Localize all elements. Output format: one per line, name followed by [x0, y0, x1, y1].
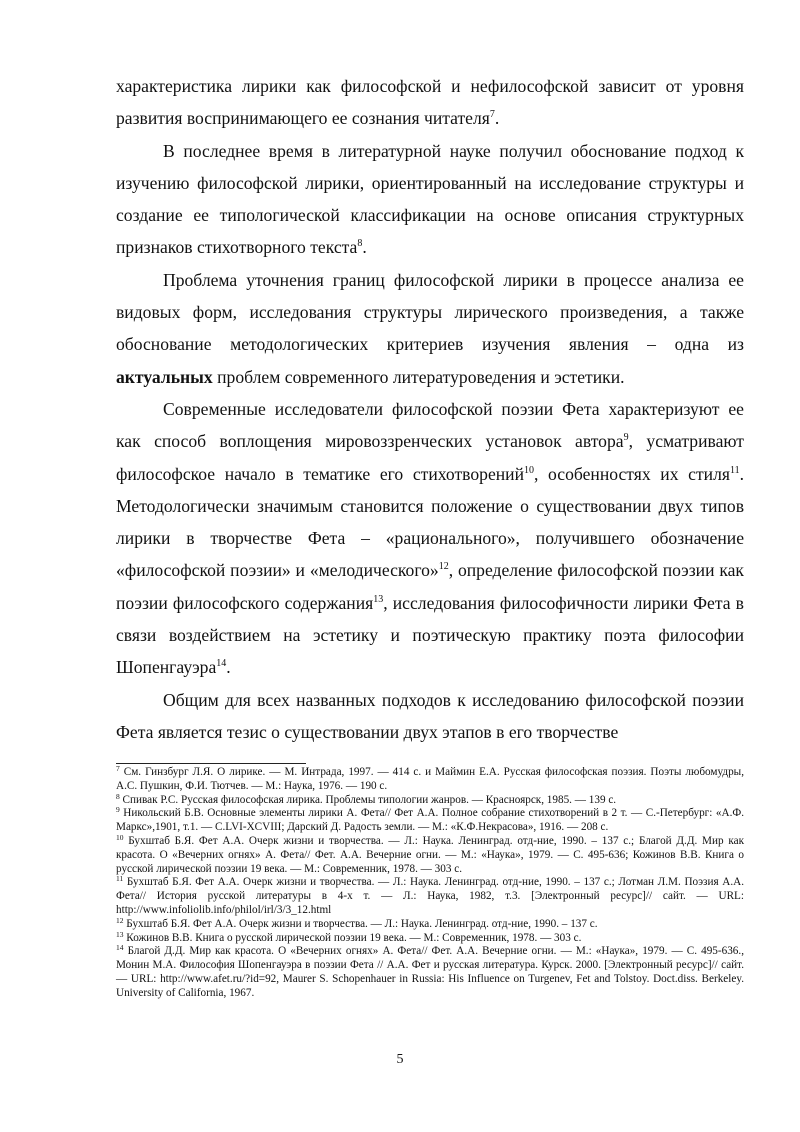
paragraph-3	[116, 264, 744, 393]
paragraph-5	[116, 684, 744, 749]
footnote-text: Бухштаб Б.Я. Фет А.А. Очерк жизни и творчества. — Л.: Наука. Ленинград. отд-ние, 1990. – 137 с.	[126, 917, 598, 930]
text-run: Проблема уточнения границ философской лирики в процессе анализа ее видовых форм, исследования структуры лирического произведения, а также обоснование методологических критериев изучения явления – одна из	[116, 269, 744, 355]
footnote-marker: 11	[116, 874, 124, 884]
footnote-10	[116, 832, 745, 876]
footnote-9	[116, 807, 744, 835]
footnote-reference: 13	[373, 593, 384, 605]
page-number: 5	[396, 1052, 404, 1067]
text-run: .	[226, 657, 231, 678]
footnote-reference: 9	[623, 432, 629, 444]
text-run: .	[362, 237, 367, 258]
footnote-text: Спивак Р.С. Русская философская лирика. Проблемы типологии жанров. — Красноярск, 1985. — 139 с.	[122, 793, 617, 806]
footnote-marker: 14	[116, 943, 124, 953]
text-run: , особенностях их стиля	[534, 463, 730, 484]
footnote-marker: 7	[116, 764, 120, 773]
footnote-reference: 8	[357, 238, 363, 250]
footnote-reference: 12	[438, 561, 449, 573]
footnote-marker: 9	[116, 805, 120, 815]
footnote-marker: 12	[116, 915, 124, 925]
text-run: , исследования философичности лирики Фета в связи воздействием на эстетику и поэтическую практику поэта философии Шопенгауэра	[116, 592, 744, 678]
footnote-12	[116, 915, 744, 932]
emphasized-term: актуальных	[116, 366, 213, 387]
footnote-13	[116, 929, 744, 946]
paragraph-1	[116, 70, 744, 135]
text-run: , определение философской поэзии как поэзии философского содержания	[116, 560, 744, 613]
footnotes	[116, 766, 744, 1001]
footnote-reference: 11	[729, 464, 740, 476]
paragraph-2	[116, 135, 744, 264]
footnote-reference: 10	[524, 464, 534, 476]
footnote-marker: 13	[116, 929, 124, 939]
text-run: В последнее время в литературной науке получил обоснование подход к изучению философской лирики, ориентированный на исследование структуры и создание ее типологической классификации на основе описания структурных признаков стихотворного текста	[116, 140, 744, 258]
body-text	[116, 70, 744, 748]
footnote-11	[116, 876, 744, 917]
footnote-text: Кожинов В.В. Книга о русской лирической поэзии 19 века. — М.: Современник, 1978. — 303 с.	[126, 931, 582, 944]
footnote-7	[116, 766, 744, 794]
text-run: Общим для всех названных подходов к исследованию философской поэзии Фета является тезис о существовании двух этапов в его творчестве	[116, 689, 744, 742]
footnote-text: См. Гинзбург Л.Я. О лирике. — М. Интрада, 1997. — 414 с. и Маймин Е.А. Русская философская поэзия. Поэты любомудры, А.С. Пушкин, Ф.И. Тютчев. — М.: Наука, 1976. — 190 с.	[116, 766, 744, 792]
footnote-text: Никольский Б.В. Основные элементы лирики А. Фета// Фет А.А. Полное собрание стихотворений в 2 т. — С.-Петербург: «А.Ф. Маркс»,1901, т.1. — С.LVI-XCVIII; Дарский Д. Радость земли. — М.: «К.Ф.Некрасова», 1916. — 208 с.	[116, 807, 745, 834]
footnote-reference: 14	[216, 658, 227, 670]
footnote-reference: 7	[489, 109, 495, 121]
footnote-text: Бухштаб Б.Я. Фет А.А. Очерк жизни и творчества. — Л.: Наука. Ленинград. отд-ние, 1990. – 137 с.; Лотман Л.М. Поэзия А.А. Фета// История русской литературы в 4-х т. — Л.: Наука, 1982, т.3. [Электронный ресурс]// сайт. — URL: http://www.infoliolib.info/philol/irl/3/3_12.html	[116, 876, 744, 916]
text-run: проблем современного литературоведения и эстетики.	[212, 366, 625, 387]
text-run: характеристика лирики как философской и нефилософской зависит от уровня развития воспринимающего ее сознания читателя	[116, 76, 744, 129]
text-run: , усматривают философское начало в тематике его стихотворений	[116, 431, 744, 484]
footnote-text: Благой Д.Д. Мир как красота. О «Вечерних огнях» А. Фета// Фет. А.А. Вечерние огни. — М.: «Наука», 1979. — С. 495-636., Монин М.А. Философия Шопенгауэра в поэзии Фета // А.А. Фет и русская литература. Курск. 2000. [Электронный ресурс]// сайт. — URL: http://www.afet.ru/?id=92, Maurer S. Schopenhauer in Russia: His Influence on Turgenev, Fet and Tolstoy. Doct.diss. Berkeley. University of California, 1967.	[116, 945, 744, 999]
footnote-8	[116, 791, 744, 808]
footnote-separator	[116, 763, 306, 764]
text-run: Современные исследователи философской поэзии Фета характеризуют ее как способ воплощения мировоззренческих установок автора	[116, 398, 744, 452]
footnote-14	[116, 945, 744, 1000]
footnote-marker: 10	[116, 832, 124, 842]
footnote-text: Бухштаб Б.Я. Фет А.А. Очерк жизни и творчества. — Л.: Наука. Ленинград. отд-ние, 1990. – 137 с.; Благой Д.Д. Мир как красота. О «Вечерних огнях» А. Фета// Фет. А.А. Вечерние огни. — М.: «Наука», 1979. — С. 495-636; Кожинов В.В. Книга о русской лирической поэзии 19 века. — М.: Современник, 1978. — 303 с.	[116, 834, 745, 875]
text-run: . Методологически значимым становится положение о существовании двух типов лирики в творчестве Фета – «рационального», получившего обозначение «философской поэзии» и «мелодического»	[116, 463, 744, 581]
footnote-marker: 8	[116, 791, 120, 801]
text-run: .	[494, 108, 500, 129]
paragraph-4	[116, 393, 744, 684]
